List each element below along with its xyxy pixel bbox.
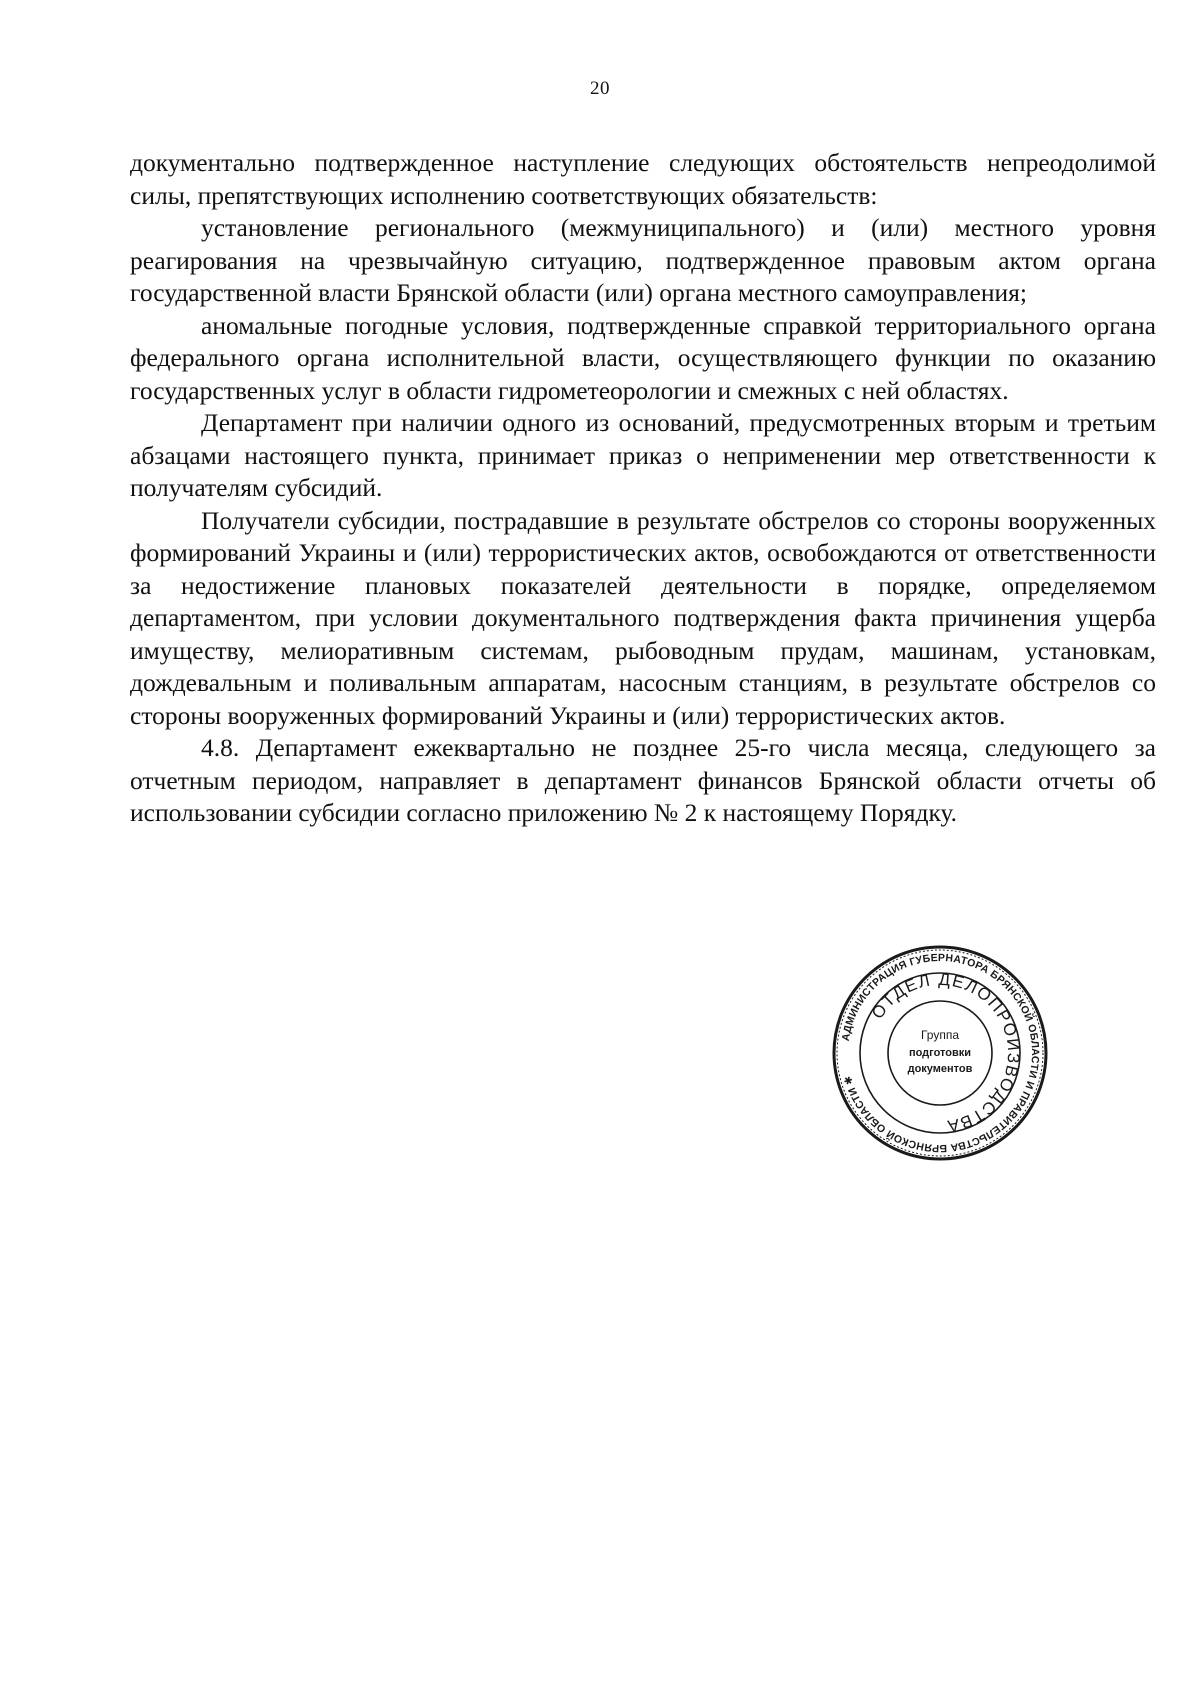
document-body: [130, 147, 1156, 830]
paragraph-emergency-response: установление регионального (межмуниципального) и (или) местного уровня реагирования на чрезвычайную ситуацию, подтвержденное правовым актом органа государственной власти Брянской области (или) органа местного самоуправления;: [130, 213, 1156, 307]
page-number: 20: [590, 78, 610, 99]
stamp-center-line2: подготовки: [908, 1047, 972, 1059]
stamp-inner-text: ОТДЕЛ ДЕЛОПРОИЗВОДСТВА: [867, 969, 1024, 1136]
paragraph-weather-conditions: аномальные погодные условия, подтвержденные справкой территориального органа федерального органа исполнительной власти, осуществляющего функции по оказанию государственных услуг в области гидрометеорологии и смежных с ней областях.: [130, 310, 1156, 405]
stamp-outer-text: АДМИНИСТРАЦИЯ ГУБЕРНАТОРА БРЯНСКОЙ ОБЛАСТИ И ПРАВИТЕЛЬСТВА БРЯНСКОЙ ОБЛАСТИ ✱: [839, 951, 1042, 1155]
official-stamp: [830, 943, 1050, 1163]
stamp-center-line1: Группа: [920, 1028, 960, 1042]
stamp-center-line3: документов: [907, 1063, 973, 1075]
paragraph-shelling-exemption: Получатели субсидии, пострадавшие в результате обстрелов со стороны вооруженных формирований Украины и (или) террористических актов, освобождаются от ответственности за недостижение плановых показателей деятельности в порядке, определяемом департаментом, при условии документального подтверждения факта причинения ущерба имуществу, мелиоративным системам, рыбоводным прудам, машинам, установкам, дождевальным и поливальным аппаратам, насосным станциям, в результате обстрелов со стороны вооруженных формирований Украины и (или) террористических актов.: [130, 505, 1156, 730]
paragraph-quarterly-reports: 4.8. Департамент ежеквартально не позднее 25-го числа месяца, следующего за отчетным периодом, направляет в департамент финансов Брянской области отчеты об использовании субсидии согласно приложению № 2 к настоящему Порядку.: [130, 733, 1156, 827]
paragraph-force-majeure-intro: документально подтвержденное наступление следующих обстоятельств непреодолимой силы, препятствующих исполнению соответствующих обязательств:: [130, 148, 1156, 210]
paragraph-department-order: Департамент при наличии одного из оснований, предусмотренных вторым и третьим абзацами настоящего пункта, принимает приказ о неприменении мер ответственности к получателям субсидий.: [130, 408, 1156, 502]
stamp-seal: [830, 943, 1050, 1163]
